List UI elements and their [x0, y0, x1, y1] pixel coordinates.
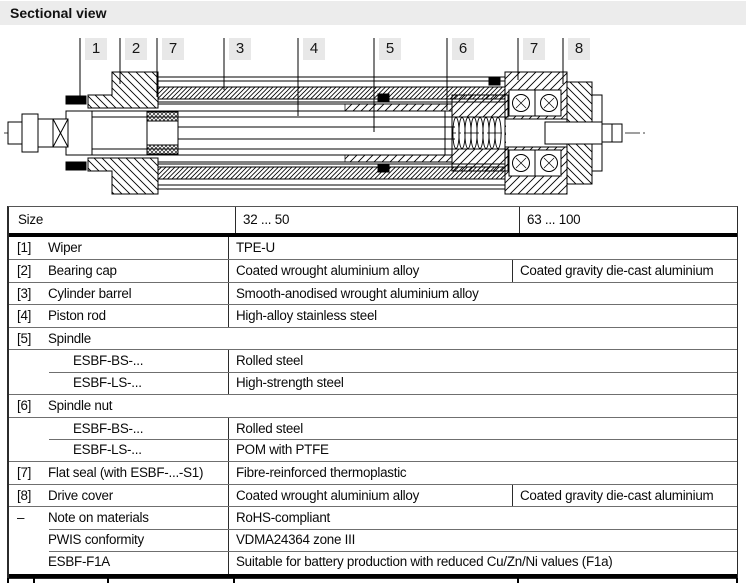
row-num	[9, 418, 48, 439]
row-value: Rolled steel	[228, 418, 737, 439]
header-size-32-50: 32 ... 50	[235, 207, 519, 233]
table-row	[9, 282, 737, 304]
row-value-2: Coated gravity die-cast aluminium	[512, 260, 733, 281]
row-label: Note on materials	[48, 510, 149, 526]
row-value: High-strength steel	[228, 372, 737, 394]
row-value: High-alloy stainless steel	[228, 305, 737, 326]
table-row-sub	[9, 349, 737, 371]
row-label: Flat seal (with ESBF-...-S1)	[48, 465, 204, 481]
row-num: [6]	[17, 398, 32, 414]
callout-2: 2	[125, 38, 147, 60]
row-value: Coated wrought aluminium alloy	[228, 485, 512, 506]
next-table-sliver	[0, 578, 746, 583]
row-value: Coated wrought aluminium alloy	[228, 260, 512, 281]
row-value: TPE-U	[228, 237, 737, 259]
row-num	[9, 350, 48, 371]
table-row-sub	[9, 372, 737, 394]
row-label: ESBF-BS-...	[73, 420, 144, 436]
table-row	[9, 237, 737, 259]
piston-rod	[66, 111, 452, 155]
row-label: ESBF-LS-...	[73, 441, 142, 457]
table-row	[9, 259, 737, 281]
row-num: [4]	[17, 308, 32, 324]
row-value: Smooth-anodised wrought aluminium alloy	[228, 283, 737, 304]
callout-6: 6	[452, 38, 474, 60]
table-row-group	[9, 327, 737, 349]
row-num: [7]	[17, 465, 32, 481]
callout-3: 3	[229, 38, 251, 60]
row-label: Drive cover	[48, 487, 113, 503]
row-value: RoHS-compliant	[228, 507, 737, 528]
callout-5: 5	[379, 38, 401, 60]
header-size-63-100: 63 ... 100	[519, 207, 737, 233]
row-num: [2]	[17, 263, 32, 279]
row-label: Piston rod	[48, 308, 106, 324]
section-title: Sectional view	[10, 5, 107, 21]
row-label: ESBF-BS-...	[73, 353, 144, 369]
row-num: [3]	[17, 285, 32, 301]
row-value: VDMA24364 zone III	[228, 529, 737, 551]
row-label: Bearing cap	[48, 263, 117, 279]
callout-8: 8	[568, 38, 590, 60]
callout-7a: 7	[162, 38, 184, 60]
table-row	[9, 484, 737, 506]
row-label: Spindle nut	[48, 398, 113, 414]
row-label: Spindle	[48, 330, 91, 346]
row-label: ESBF-LS-...	[73, 374, 142, 390]
row-label: Cylinder barrel	[48, 285, 132, 301]
sectional-drawing	[0, 0, 746, 205]
row-value: POM with PTFE	[228, 439, 737, 461]
row-num	[9, 372, 48, 394]
row-label: PWIS conformity	[48, 531, 144, 547]
table-row-sub	[9, 551, 737, 573]
rod-end	[8, 114, 68, 152]
row-num: [1]	[17, 240, 32, 255]
table-row-sub	[9, 529, 737, 551]
row-value-2: Coated gravity die-cast aluminium	[512, 485, 733, 506]
row-num: [5]	[17, 330, 32, 346]
table-row	[9, 304, 737, 326]
callout-7b: 7	[523, 38, 545, 60]
row-num	[9, 439, 48, 461]
callout-4: 4	[303, 38, 325, 60]
row-label: ESBF-F1A	[48, 554, 110, 570]
row-label: Wiper	[48, 240, 82, 255]
table-row	[9, 506, 737, 528]
row-value: Rolled steel	[228, 350, 737, 371]
header-size: Size	[18, 212, 44, 227]
materials-table	[7, 206, 738, 579]
row-num	[9, 551, 48, 573]
row-num	[9, 529, 48, 551]
table-row-sub	[9, 439, 737, 461]
row-value: Suitable for battery production with reduced Cu/Zn/Ni values (F1a)	[228, 551, 737, 573]
table-header-row	[9, 207, 737, 237]
row-num: [8]	[17, 487, 32, 503]
row-value: Fibre-reinforced thermoplastic	[228, 462, 737, 483]
table-bottom-rule	[9, 574, 737, 578]
table-row-sub	[9, 417, 737, 439]
table-row	[9, 461, 737, 483]
callout-1: 1	[85, 38, 107, 60]
row-num: –	[17, 510, 25, 526]
table-row-group	[9, 394, 737, 416]
